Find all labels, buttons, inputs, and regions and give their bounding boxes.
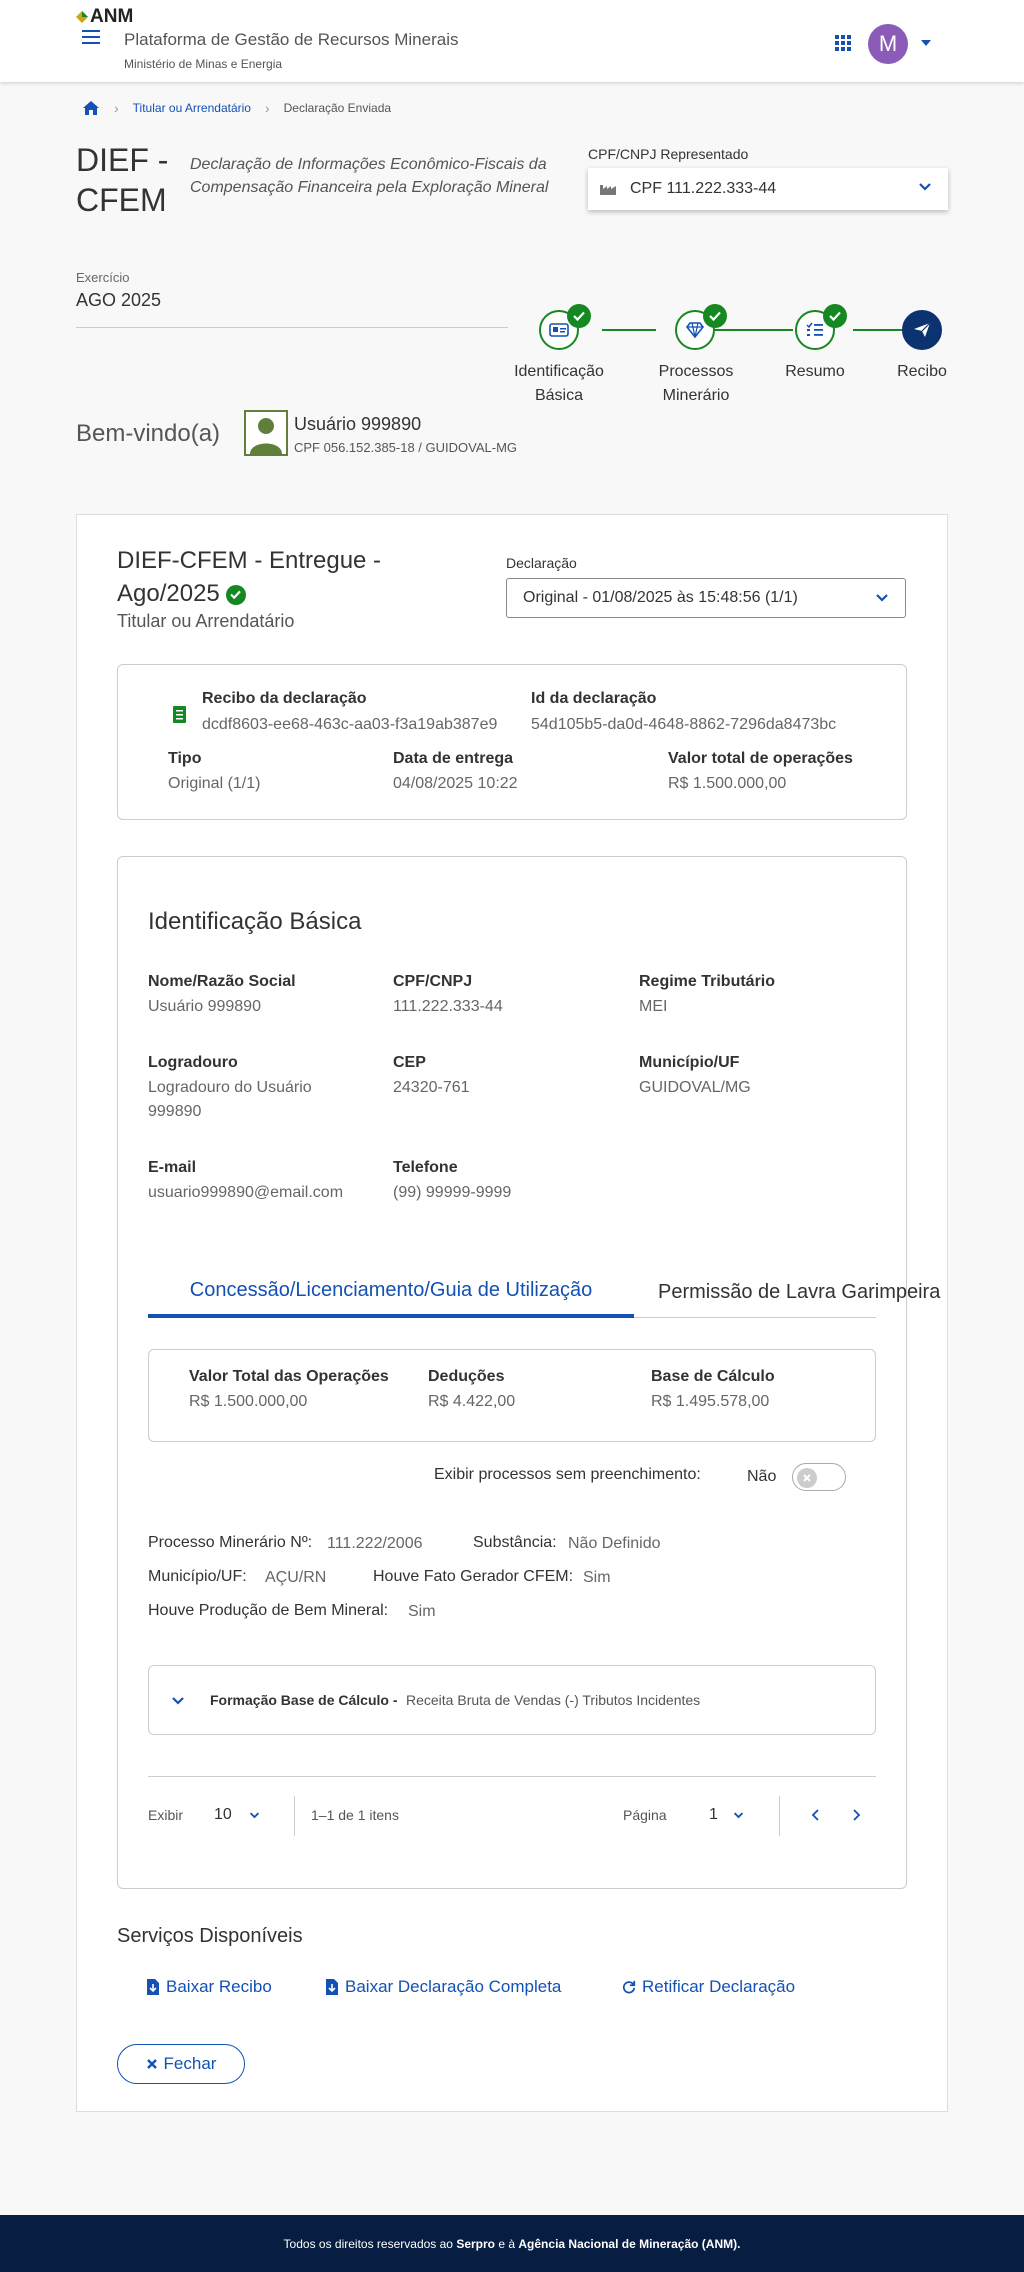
anm-logo[interactable] (76, 6, 133, 28)
representante-select[interactable] (588, 168, 948, 210)
anm-diamond-icon (76, 11, 88, 23)
step-connector (853, 329, 903, 331)
chevron-left-icon[interactable] (810, 1809, 822, 1821)
base-calculo-value: R$ 1.495.578,00 (651, 1393, 770, 1410)
welcome-greeting: Bem-vindo(a) (76, 420, 221, 447)
footer (0, 2215, 1024, 2272)
chevron-down-icon[interactable] (733, 1810, 744, 1821)
receipt-document-icon (173, 706, 186, 723)
declaracao-label: Declaração (506, 555, 577, 571)
municipio-value: GUIDOVAL/MG (639, 1079, 751, 1096)
receipt-summary-card (117, 664, 907, 820)
declaracao-select-value: Original - 01/08/2025 às 15:48:56 (1/1) (523, 589, 798, 606)
declaration-subtitle: Titular ou Arrendatário (117, 611, 295, 631)
formacao-base-accordion[interactable] (148, 1665, 876, 1735)
breadcrumb-titular-link[interactable]: Titular ou Arrendatário (132, 101, 251, 115)
fechar-button[interactable] (117, 2044, 245, 2084)
footer-serpro: Serpro (456, 2236, 496, 2251)
tab-bar (148, 1266, 941, 1318)
accordion-description: Receita Bruta de Vendas (-) Tributos Incidentes (406, 1692, 701, 1708)
tipo-value: Original (1/1) (168, 775, 261, 792)
baixar-declaracao-label: Baixar Declaração Completa (345, 1977, 562, 1996)
valor-total-value: R$ 1.500.000,00 (668, 775, 787, 792)
fechar-label: Fechar (163, 2054, 217, 2073)
divider (779, 1796, 780, 1836)
step-connector (715, 329, 793, 331)
retificar-link[interactable] (622, 1977, 795, 1997)
exercicio-value: AGO 2025 (76, 290, 162, 310)
home-icon[interactable] (82, 100, 100, 116)
divider (124, 1888, 902, 1889)
pagina-label: Página (623, 1807, 667, 1823)
exibir-label: Exibir (148, 1807, 184, 1823)
data-entrega-label: Data de entrega (393, 750, 514, 767)
recibo-value: dcdf8603-ee68-463c-aa03-f3a19ab387e9 (202, 716, 498, 733)
user-meta: CPF 056.152.385-18 / GUIDOVAL-MG (294, 440, 518, 455)
id-value: 54d105b5-da0d-4648-8862-7296da8473bc (531, 716, 837, 733)
user-photo-icon (244, 410, 288, 456)
logradouro-value: Logradouro do Usuário 999890 (148, 1079, 312, 1120)
telefone-label: Telefone (393, 1159, 458, 1176)
servicos-title: Serviços Disponíveis (117, 1925, 303, 1947)
declaration-title (117, 544, 417, 610)
step-recibo[interactable] (902, 310, 942, 350)
system-title: Plataforma de Gestão de Recursos Minerais (124, 30, 459, 49)
per-page-select[interactable]: 10 (214, 1806, 232, 1823)
nome-label: Nome/Razão Social (148, 973, 296, 990)
check-icon (823, 304, 847, 328)
id-card-icon (549, 322, 569, 338)
menu-icon[interactable] (82, 30, 100, 44)
step-label: Processos Minerário (658, 363, 734, 404)
baixar-recibo-label: Baixar Recibo (166, 1977, 272, 1996)
municipio-label: Município/UF (639, 1054, 740, 1071)
exercicio-label: Exercício (76, 270, 130, 285)
cpf-label: CPF/CNPJ (393, 973, 473, 990)
tab-permissao-lavra[interactable]: Permissão de Lavra Garimpeira (658, 1280, 941, 1303)
page-select[interactable]: 1 (709, 1806, 718, 1823)
divider (76, 327, 508, 328)
close-icon (146, 2058, 158, 2070)
gem-icon (686, 322, 704, 338)
producao-label: Houve Produção de Bem Mineral: (148, 1602, 389, 1619)
substancia-value: Não Definido (568, 1535, 661, 1552)
email-label: E-mail (148, 1159, 197, 1176)
divider (148, 1776, 876, 1777)
chevron-down-icon (918, 180, 932, 194)
baixar-declaracao-link[interactable] (325, 1977, 561, 1997)
step-label: Recibo (897, 363, 947, 380)
breadcrumb-separator: › (264, 100, 270, 116)
regime-value: MEI (639, 998, 668, 1015)
representante-label: CPF/CNPJ Representado (588, 146, 749, 162)
page-title: DIEF - CFEM (76, 142, 169, 218)
processo-municipio-label: Município/UF: (148, 1568, 247, 1585)
id-label: Id da declaração (531, 690, 657, 707)
recibo-label: Recibo da declaração (202, 690, 367, 707)
success-check-icon (226, 585, 246, 605)
valor-operacoes-label: Valor Total das Operações (189, 1368, 389, 1385)
data-entrega-value: 04/08/2025 10:22 (393, 775, 518, 792)
step-label: Identificação Básica (514, 363, 604, 404)
processo-numero-value: 111.222/2006 (327, 1535, 423, 1552)
retificar-label: Retificar Declaração (642, 1977, 796, 1996)
cep-label: CEP (393, 1054, 426, 1071)
apps-grid-icon[interactable] (835, 35, 851, 51)
valor-total-label: Valor total de operações (668, 750, 853, 767)
fato-gerador-value: Sim (583, 1569, 611, 1586)
breadcrumb (82, 100, 391, 116)
list-icon (806, 322, 824, 338)
factory-icon (600, 183, 616, 195)
chevron-right-icon[interactable] (850, 1809, 862, 1821)
fato-gerador-label: Houve Fato Gerador CFEM: (373, 1568, 574, 1585)
base-calculo-label: Base de Cálculo (651, 1368, 775, 1385)
user-name: Usuário 999890 (294, 414, 422, 434)
step-resumo[interactable] (795, 310, 835, 350)
valor-operacoes-value: R$ 1.500.000,00 (189, 1393, 308, 1410)
exibir-processos-toggle[interactable] (792, 1463, 846, 1491)
paper-plane-icon (913, 322, 931, 338)
processo-numero-label: Processo Minerário Nº: (148, 1534, 313, 1551)
chevron-down-icon (875, 591, 889, 605)
breadcrumb-current: Declaração Enviada (283, 101, 392, 115)
cpf-value: 111.222.333-44 (393, 998, 503, 1015)
toggle-value: Não (747, 1468, 777, 1485)
email-value: usuario999890@email.com (148, 1184, 344, 1201)
file-download-icon (325, 1979, 339, 1995)
footer-middle: e à (498, 2236, 516, 2251)
deducoes-label: Deduções (428, 1368, 505, 1385)
top-header (0, 0, 1024, 82)
toggle-label: Exibir processos sem preenchimento: (434, 1466, 701, 1483)
caret-down-icon[interactable] (921, 40, 931, 46)
page-description: Declaração de Informações Econômico-Fiscais da Compensação Financeira pela Exploração Mineral (190, 156, 549, 196)
refresh-icon (622, 1979, 636, 1995)
telefone-value: (99) 99999-9999 (393, 1184, 512, 1201)
tipo-label: Tipo (168, 750, 202, 767)
close-icon (797, 1468, 817, 1488)
step-processos[interactable] (675, 310, 715, 350)
substancia-label: Substância: (473, 1534, 557, 1551)
check-icon (703, 304, 727, 328)
regime-label: Regime Tributário (639, 973, 776, 990)
step-identificacao[interactable] (539, 310, 579, 350)
baixar-recibo-link[interactable] (146, 1977, 272, 1997)
declaration-title-text: DIEF-CFEM - Entregue - Ago/2025 (117, 547, 382, 607)
chevron-down-icon[interactable] (249, 1810, 260, 1821)
footer-anm: Agência Nacional de Mineração (ANM). (518, 2236, 741, 2251)
breadcrumb-separator: › (114, 100, 119, 116)
nome-value: Usuário 999890 (148, 998, 261, 1015)
cep-value: 24320-761 (393, 1079, 470, 1096)
step-label: Resumo (785, 363, 845, 380)
chevron-down-icon (171, 1694, 185, 1708)
logo-text: ANM (90, 6, 134, 27)
logradouro-label: Logradouro (148, 1054, 238, 1071)
divider (294, 1796, 295, 1836)
file-download-icon (146, 1979, 160, 1995)
deducoes-value: R$ 4.422,00 (428, 1393, 516, 1410)
section-title: Identificação Básica (148, 908, 362, 935)
system-subtitle: Ministério de Minas e Energia (124, 57, 283, 71)
pagination-range: 1–1 de 1 itens (311, 1807, 399, 1823)
footer-prefix: Todos os direitos reservados ao (283, 2236, 453, 2251)
tab-concessao[interactable]: Concessão/Licenciamento/Guia de Utilização (148, 1266, 634, 1318)
accordion-title: Formação Base de Cálculo - (210, 1692, 398, 1708)
user-avatar[interactable]: M (868, 24, 908, 64)
processo-municipio-value: AÇU/RN (265, 1569, 327, 1586)
producao-value: Sim (408, 1603, 436, 1620)
check-icon (567, 304, 591, 328)
step-connector (602, 329, 656, 331)
representante-value: CPF 111.222.333-44 (630, 180, 777, 197)
declaracao-select[interactable] (506, 578, 906, 618)
